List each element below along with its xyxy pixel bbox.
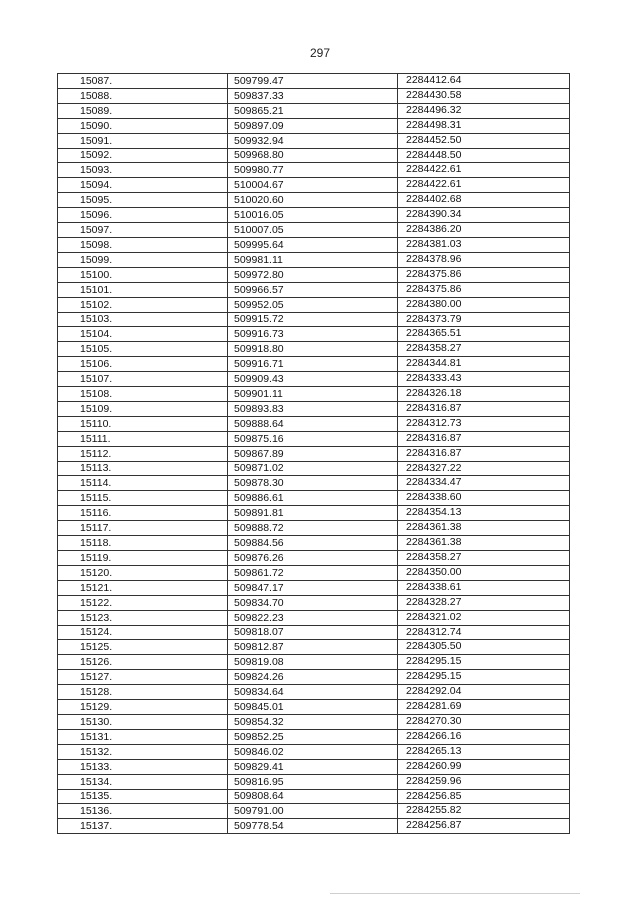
coordinate-table bbox=[57, 73, 570, 834]
point-id-cell: 15107. bbox=[58, 372, 228, 387]
point-id-cell: 15118. bbox=[58, 536, 228, 551]
x-coordinate-cell: 509966.57 bbox=[228, 282, 398, 297]
point-id-cell: 15093. bbox=[58, 163, 228, 178]
point-id-cell: 15099. bbox=[58, 252, 228, 267]
x-coordinate-cell: 509915.72 bbox=[228, 312, 398, 327]
y-coordinate-cell: 2284452.50 bbox=[398, 133, 570, 148]
y-coordinate-cell: 2284326.18 bbox=[398, 387, 570, 402]
point-id-cell: 15105. bbox=[58, 342, 228, 357]
x-coordinate-cell: 509995.64 bbox=[228, 237, 398, 252]
point-id-cell: 15122. bbox=[58, 595, 228, 610]
x-coordinate-cell: 509888.64 bbox=[228, 416, 398, 431]
point-id-cell: 15113. bbox=[58, 461, 228, 476]
table-row bbox=[58, 700, 570, 715]
x-coordinate-cell: 509816.95 bbox=[228, 774, 398, 789]
y-coordinate-cell: 2284375.86 bbox=[398, 267, 570, 282]
point-id-cell: 15092. bbox=[58, 148, 228, 163]
x-coordinate-cell: 509897.09 bbox=[228, 118, 398, 133]
point-id-cell: 15136. bbox=[58, 804, 228, 819]
x-coordinate-cell: 510016.05 bbox=[228, 208, 398, 223]
x-coordinate-cell: 509808.64 bbox=[228, 789, 398, 804]
table-row bbox=[58, 506, 570, 521]
point-id-cell: 15104. bbox=[58, 327, 228, 342]
coordinate-table-body bbox=[58, 74, 570, 834]
x-coordinate-cell: 509845.01 bbox=[228, 700, 398, 715]
point-id-cell: 15119. bbox=[58, 551, 228, 566]
point-id-cell: 15106. bbox=[58, 357, 228, 372]
x-coordinate-cell: 509918.80 bbox=[228, 342, 398, 357]
x-coordinate-cell: 509916.73 bbox=[228, 327, 398, 342]
x-coordinate-cell: 509875.16 bbox=[228, 431, 398, 446]
table-row bbox=[58, 342, 570, 357]
table-row bbox=[58, 774, 570, 789]
y-coordinate-cell: 2284358.27 bbox=[398, 342, 570, 357]
point-id-cell: 15112. bbox=[58, 446, 228, 461]
table-row bbox=[58, 74, 570, 89]
x-coordinate-cell: 509812.87 bbox=[228, 640, 398, 655]
y-coordinate-cell: 2284295.15 bbox=[398, 655, 570, 670]
x-coordinate-cell: 509901.11 bbox=[228, 387, 398, 402]
point-id-cell: 15137. bbox=[58, 819, 228, 834]
x-coordinate-cell: 509867.89 bbox=[228, 446, 398, 461]
x-coordinate-cell: 509980.77 bbox=[228, 163, 398, 178]
point-id-cell: 15129. bbox=[58, 700, 228, 715]
point-id-cell: 15100. bbox=[58, 267, 228, 282]
table-row bbox=[58, 178, 570, 193]
table-row bbox=[58, 103, 570, 118]
table-row bbox=[58, 133, 570, 148]
table-row bbox=[58, 148, 570, 163]
x-coordinate-cell: 509876.26 bbox=[228, 551, 398, 566]
x-coordinate-cell: 509791.00 bbox=[228, 804, 398, 819]
point-id-cell: 15117. bbox=[58, 521, 228, 536]
y-coordinate-cell: 2284350.00 bbox=[398, 565, 570, 580]
point-id-cell: 15111. bbox=[58, 431, 228, 446]
point-id-cell: 15131. bbox=[58, 729, 228, 744]
table-row bbox=[58, 729, 570, 744]
scan-edge-line bbox=[330, 893, 580, 894]
table-row bbox=[58, 565, 570, 580]
x-coordinate-cell: 509968.80 bbox=[228, 148, 398, 163]
x-coordinate-cell: 509829.41 bbox=[228, 759, 398, 774]
y-coordinate-cell: 2284422.61 bbox=[398, 178, 570, 193]
table-row bbox=[58, 312, 570, 327]
x-coordinate-cell: 510007.05 bbox=[228, 223, 398, 238]
page-number: 297 bbox=[309, 46, 331, 60]
table-row bbox=[58, 759, 570, 774]
y-coordinate-cell: 2284373.79 bbox=[398, 312, 570, 327]
point-id-cell: 15135. bbox=[58, 789, 228, 804]
x-coordinate-cell: 509932.94 bbox=[228, 133, 398, 148]
y-coordinate-cell: 2284265.13 bbox=[398, 744, 570, 759]
table-row bbox=[58, 476, 570, 491]
table-row bbox=[58, 521, 570, 536]
y-coordinate-cell: 2284281.69 bbox=[398, 700, 570, 715]
table-row bbox=[58, 237, 570, 252]
table-row bbox=[58, 297, 570, 312]
y-coordinate-cell: 2284375.86 bbox=[398, 282, 570, 297]
y-coordinate-cell: 2284312.74 bbox=[398, 625, 570, 640]
point-id-cell: 15101. bbox=[58, 282, 228, 297]
table-row bbox=[58, 118, 570, 133]
y-coordinate-cell: 2284390.34 bbox=[398, 208, 570, 223]
x-coordinate-cell: 509981.11 bbox=[228, 252, 398, 267]
y-coordinate-cell: 2284333.43 bbox=[398, 372, 570, 387]
x-coordinate-cell: 509854.32 bbox=[228, 714, 398, 729]
point-id-cell: 15095. bbox=[58, 193, 228, 208]
point-id-cell: 15103. bbox=[58, 312, 228, 327]
x-coordinate-cell: 509799.47 bbox=[228, 74, 398, 89]
x-coordinate-cell: 510020.60 bbox=[228, 193, 398, 208]
y-coordinate-cell: 2284316.87 bbox=[398, 446, 570, 461]
y-coordinate-cell: 2284338.61 bbox=[398, 580, 570, 595]
table-row bbox=[58, 327, 570, 342]
table-row bbox=[58, 431, 570, 446]
point-id-cell: 15124. bbox=[58, 625, 228, 640]
point-id-cell: 15102. bbox=[58, 297, 228, 312]
x-coordinate-cell: 509878.30 bbox=[228, 476, 398, 491]
table-row bbox=[58, 461, 570, 476]
table-row bbox=[58, 610, 570, 625]
point-id-cell: 15133. bbox=[58, 759, 228, 774]
x-coordinate-cell: 509819.08 bbox=[228, 655, 398, 670]
y-coordinate-cell: 2284498.31 bbox=[398, 118, 570, 133]
x-coordinate-cell: 509916.71 bbox=[228, 357, 398, 372]
table-row bbox=[58, 88, 570, 103]
x-coordinate-cell: 509871.02 bbox=[228, 461, 398, 476]
point-id-cell: 15126. bbox=[58, 655, 228, 670]
point-id-cell: 15132. bbox=[58, 744, 228, 759]
point-id-cell: 15123. bbox=[58, 610, 228, 625]
x-coordinate-cell: 509952.05 bbox=[228, 297, 398, 312]
table-row bbox=[58, 401, 570, 416]
table-row bbox=[58, 193, 570, 208]
table-row bbox=[58, 804, 570, 819]
table-row bbox=[58, 208, 570, 223]
x-coordinate-cell: 509846.02 bbox=[228, 744, 398, 759]
y-coordinate-cell: 2284295.15 bbox=[398, 670, 570, 685]
x-coordinate-cell: 509847.17 bbox=[228, 580, 398, 595]
point-id-cell: 15127. bbox=[58, 670, 228, 685]
point-id-cell: 15108. bbox=[58, 387, 228, 402]
x-coordinate-cell: 509818.07 bbox=[228, 625, 398, 640]
x-coordinate-cell: 509778.54 bbox=[228, 819, 398, 834]
y-coordinate-cell: 2284270.30 bbox=[398, 714, 570, 729]
x-coordinate-cell: 509972.80 bbox=[228, 267, 398, 282]
table-row bbox=[58, 670, 570, 685]
table-row bbox=[58, 789, 570, 804]
table-row bbox=[58, 640, 570, 655]
table-row bbox=[58, 223, 570, 238]
y-coordinate-cell: 2284354.13 bbox=[398, 506, 570, 521]
x-coordinate-cell: 509834.64 bbox=[228, 685, 398, 700]
y-coordinate-cell: 2284338.60 bbox=[398, 491, 570, 506]
y-coordinate-cell: 2284312.73 bbox=[398, 416, 570, 431]
y-coordinate-cell: 2284386.20 bbox=[398, 223, 570, 238]
point-id-cell: 15134. bbox=[58, 774, 228, 789]
x-coordinate-cell: 509837.33 bbox=[228, 88, 398, 103]
point-id-cell: 15109. bbox=[58, 401, 228, 416]
point-id-cell: 15120. bbox=[58, 565, 228, 580]
table-row bbox=[58, 387, 570, 402]
table-row bbox=[58, 252, 570, 267]
table-row bbox=[58, 372, 570, 387]
point-id-cell: 15087. bbox=[58, 74, 228, 89]
x-coordinate-cell: 510004.67 bbox=[228, 178, 398, 193]
point-id-cell: 15098. bbox=[58, 237, 228, 252]
table-row bbox=[58, 282, 570, 297]
x-coordinate-cell: 509888.72 bbox=[228, 521, 398, 536]
table-row bbox=[58, 536, 570, 551]
y-coordinate-cell: 2284412.64 bbox=[398, 74, 570, 89]
table-row bbox=[58, 580, 570, 595]
y-coordinate-cell: 2284361.38 bbox=[398, 521, 570, 536]
x-coordinate-cell: 509865.21 bbox=[228, 103, 398, 118]
table-row bbox=[58, 357, 570, 372]
x-coordinate-cell: 509824.26 bbox=[228, 670, 398, 685]
table-row bbox=[58, 625, 570, 640]
point-id-cell: 15089. bbox=[58, 103, 228, 118]
point-id-cell: 15115. bbox=[58, 491, 228, 506]
y-coordinate-cell: 2284259.96 bbox=[398, 774, 570, 789]
y-coordinate-cell: 2284256.85 bbox=[398, 789, 570, 804]
point-id-cell: 15096. bbox=[58, 208, 228, 223]
table-row bbox=[58, 551, 570, 566]
y-coordinate-cell: 2284292.04 bbox=[398, 685, 570, 700]
y-coordinate-cell: 2284321.02 bbox=[398, 610, 570, 625]
x-coordinate-cell: 509822.23 bbox=[228, 610, 398, 625]
table-row bbox=[58, 416, 570, 431]
point-id-cell: 15121. bbox=[58, 580, 228, 595]
table-row bbox=[58, 819, 570, 834]
table-row bbox=[58, 595, 570, 610]
x-coordinate-cell: 509861.72 bbox=[228, 565, 398, 580]
point-id-cell: 15128. bbox=[58, 685, 228, 700]
x-coordinate-cell: 509886.61 bbox=[228, 491, 398, 506]
table-row bbox=[58, 491, 570, 506]
point-id-cell: 15110. bbox=[58, 416, 228, 431]
y-coordinate-cell: 2284334.47 bbox=[398, 476, 570, 491]
point-id-cell: 15130. bbox=[58, 714, 228, 729]
y-coordinate-cell: 2284365.51 bbox=[398, 327, 570, 342]
point-id-cell: 15091. bbox=[58, 133, 228, 148]
y-coordinate-cell: 2284422.61 bbox=[398, 163, 570, 178]
y-coordinate-cell: 2284496.32 bbox=[398, 103, 570, 118]
y-coordinate-cell: 2284327.22 bbox=[398, 461, 570, 476]
point-id-cell: 15097. bbox=[58, 223, 228, 238]
y-coordinate-cell: 2284448.50 bbox=[398, 148, 570, 163]
y-coordinate-cell: 2284381.03 bbox=[398, 237, 570, 252]
table-row bbox=[58, 267, 570, 282]
table-row bbox=[58, 744, 570, 759]
point-id-cell: 15116. bbox=[58, 506, 228, 521]
y-coordinate-cell: 2284380.00 bbox=[398, 297, 570, 312]
point-id-cell: 15125. bbox=[58, 640, 228, 655]
y-coordinate-cell: 2284430.58 bbox=[398, 88, 570, 103]
table-row bbox=[58, 714, 570, 729]
y-coordinate-cell: 2284378.96 bbox=[398, 252, 570, 267]
y-coordinate-cell: 2284255.82 bbox=[398, 804, 570, 819]
point-id-cell: 15094. bbox=[58, 178, 228, 193]
table-row bbox=[58, 685, 570, 700]
table-row bbox=[58, 655, 570, 670]
y-coordinate-cell: 2284361.38 bbox=[398, 536, 570, 551]
point-id-cell: 15088. bbox=[58, 88, 228, 103]
y-coordinate-cell: 2284358.27 bbox=[398, 551, 570, 566]
y-coordinate-cell: 2284305.50 bbox=[398, 640, 570, 655]
y-coordinate-cell: 2284316.87 bbox=[398, 431, 570, 446]
x-coordinate-cell: 509893.83 bbox=[228, 401, 398, 416]
x-coordinate-cell: 509834.70 bbox=[228, 595, 398, 610]
x-coordinate-cell: 509852.25 bbox=[228, 729, 398, 744]
table-row bbox=[58, 446, 570, 461]
y-coordinate-cell: 2284402.68 bbox=[398, 193, 570, 208]
y-coordinate-cell: 2284266.16 bbox=[398, 729, 570, 744]
y-coordinate-cell: 2284344.81 bbox=[398, 357, 570, 372]
x-coordinate-cell: 509909.43 bbox=[228, 372, 398, 387]
y-coordinate-cell: 2284260.99 bbox=[398, 759, 570, 774]
y-coordinate-cell: 2284316.87 bbox=[398, 401, 570, 416]
x-coordinate-cell: 509891.81 bbox=[228, 506, 398, 521]
y-coordinate-cell: 2284328.27 bbox=[398, 595, 570, 610]
point-id-cell: 15090. bbox=[58, 118, 228, 133]
y-coordinate-cell: 2284256.87 bbox=[398, 819, 570, 834]
point-id-cell: 15114. bbox=[58, 476, 228, 491]
table-row bbox=[58, 163, 570, 178]
x-coordinate-cell: 509884.56 bbox=[228, 536, 398, 551]
